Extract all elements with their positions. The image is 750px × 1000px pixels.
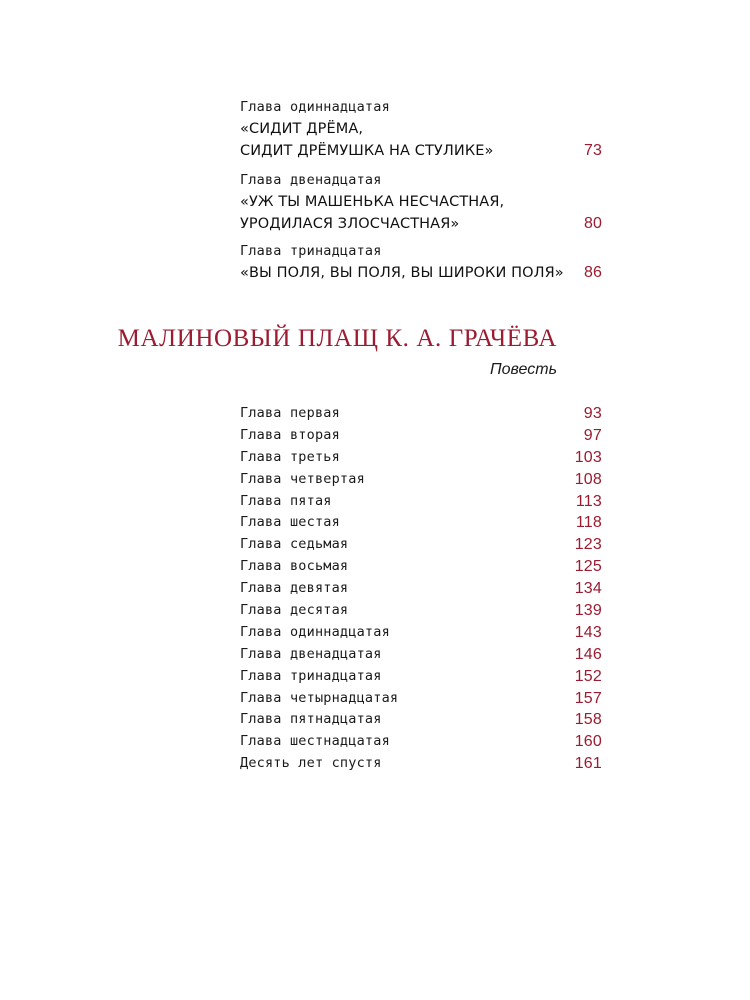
page-number: 125 [574,558,602,576]
chapter-title-line [240,213,602,235]
chapter-label: Глава девятая [240,580,349,597]
chapter-label: Глава шестая [240,514,340,531]
chapter-title-line [240,262,602,284]
page-number: 146 [574,645,602,663]
list-item[interactable] [240,578,602,600]
page-number: 143 [574,623,602,641]
page-number: 139 [574,602,602,620]
chapter-label: Глава третья [240,448,340,465]
page-number: 160 [574,733,602,751]
page-number: 152 [574,667,602,685]
page-number: 123 [574,536,602,554]
list-item[interactable] [240,753,602,775]
list-item[interactable] [240,556,602,578]
chapter-label: Глава шестнадцатая [240,733,390,750]
chapter-label: Глава тринадцатая [240,243,382,259]
chapter-label: Глава вторая [240,426,340,443]
list-item[interactable] [240,403,602,425]
chapter-label: Глава восьмая [240,558,349,575]
page-number: 97 [583,426,602,444]
page-number: 157 [574,689,602,707]
page-number: 80 [584,215,602,232]
list-item[interactable] [240,622,602,644]
chapter-title-line [240,140,602,162]
chapter-list [240,403,602,775]
list-item[interactable] [240,469,602,491]
list-item[interactable] [240,666,602,688]
chapter-label: Глава пятнадцатая [240,711,382,728]
list-item[interactable] [240,512,602,534]
chapter-label: Глава одиннадцатая [240,623,390,640]
chapter-title-line: «СИДИТ ДРЁМА, [240,121,364,137]
page-number: 113 [575,492,602,510]
page-number: 93 [583,405,602,422]
toc-top-block [240,96,602,284]
list-item[interactable] [240,644,602,666]
list-item[interactable] [240,731,602,753]
chapter-label: Глава седьмая [240,536,349,553]
page-number: 161 [574,755,602,773]
chapter-label: Глава четырнадцатая [240,689,399,706]
list-item[interactable] [240,534,602,556]
section-subtitle: Повесть [490,361,557,378]
list-item[interactable] [240,447,602,469]
chapter-label: Глава пятая [240,492,332,509]
toc-entry[interactable] [240,96,602,169]
chapter-label: Глава двенадцатая [240,645,382,662]
chapter-title-text: УРОДИЛАСЯ ЗЛОСЧАСТНАЯ» [240,216,460,232]
chapter-label: Глава первая [240,405,340,421]
list-item[interactable] [240,600,602,622]
page-number: 103 [574,448,602,466]
list-item[interactable] [240,491,602,513]
chapter-label: Глава тринадцатая [240,667,382,684]
page-number: 73 [584,142,602,159]
chapter-title-text: «ВЫ ПОЛЯ, ВЫ ПОЛЯ, ВЫ ШИРОКИ ПОЛЯ» [240,265,564,281]
chapter-title-text: СИДИТ ДРЁМУШКА НА СТУЛИКЕ» [240,143,494,159]
page-number: 108 [574,470,602,488]
page-number: 158 [574,711,602,729]
page-number: 118 [575,514,602,532]
list-item[interactable] [240,688,602,710]
page-number: 86 [584,264,602,281]
chapter-title-line: «УЖ ТЫ МАШЕНЬКА НЕСЧАСТНАЯ, [240,194,505,210]
list-item[interactable] [240,425,602,447]
page-number: 134 [574,580,602,598]
list-item[interactable] [240,709,602,731]
toc-entry[interactable] [240,169,602,240]
chapter-label: Десять лет спустя [240,755,382,772]
chapter-label: Глава одиннадцатая [240,99,390,115]
section-title: МАЛИНОВЫЙ ПЛАЩ К. А. ГРАЧЁВА [117,325,557,352]
chapter-label: Глава четвертая [240,470,365,487]
toc-entry[interactable] [240,240,602,284]
chapter-label: Глава двенадцатая [240,172,382,188]
chapter-label: Глава десятая [240,602,349,619]
